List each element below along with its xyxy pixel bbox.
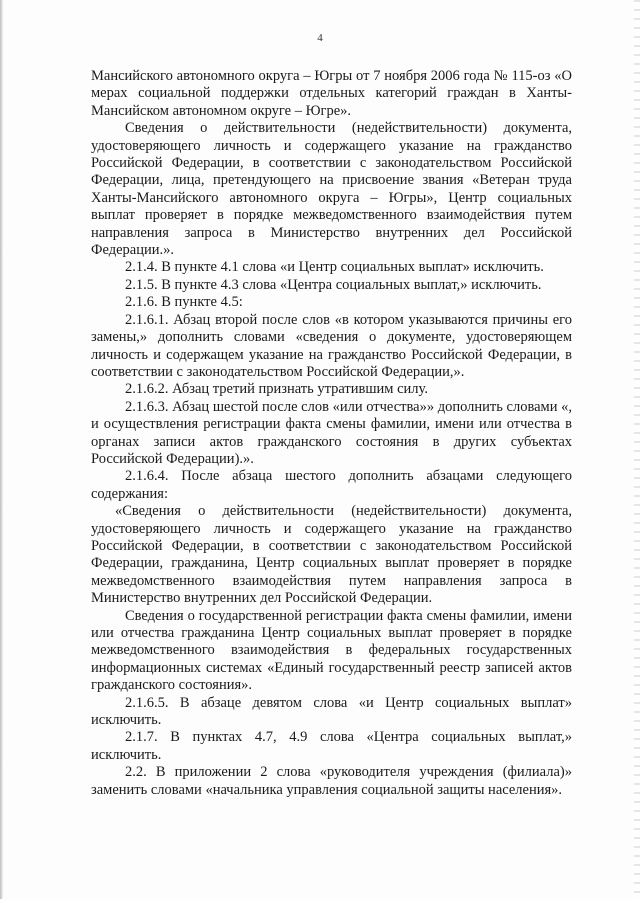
paragraph-2-1-7: 2.1.7. В пунктах 4.7, 4.9 слова «Центра социальных выплат,» исключить. xyxy=(91,729,572,763)
paragraph-2-1-6-3: 2.1.6.3. Абзац шестой после слов «или отчества»» дополнить словами «, и осуществления регистрации факта смены фамилии, имени или отчества в органах записи актов гражданского состояния в других субъектах Российской Федерации).». xyxy=(91,398,572,467)
paragraph-name-change-check: Сведения о государственной регистрации факта смены фамилии, имени или отчества гражданина Центр социальных выплат проверяет в порядке межведомственного взаимодействия в федеральных государственных информационных системах «Единый государственный реестр записей актов гражданского состояния». xyxy=(91,607,572,694)
paragraph-identity-check: Сведения о действительности (недействительности) документа, удостоверяющего личность и содержащего указание на гражданство Российской Федерации, в соответствии с законодательством Российской Федерации, лица, претендующего на присвоение звания «Ветеран труда Ханты-Мансийского автономного округа – Югры», Центр социальных выплат проверяет в порядке межведомственного взаимодействия путем направления запроса в Министерство внутренних дел Российской Федерации.». xyxy=(91,120,572,259)
scan-right-edge xyxy=(634,0,640,899)
page-number: 4 xyxy=(317,32,323,44)
paragraph-2-1-6-5: 2.1.6.5. В абзаце девятом слова «и Центр социальных выплат» исключить. xyxy=(91,694,572,729)
document-body xyxy=(91,68,572,799)
paragraph-2-1-4: 2.1.4. В пункте 4.1 слова «и Центр социальных выплат» исключить. xyxy=(125,259,544,276)
paragraph-2-1-6-2: 2.1.6.2. Абзац третий признать утратившим силу. xyxy=(125,381,428,398)
paragraph-continuation: Мансийского автономного округа – Югры от 7 ноября 2006 года № 115-оз «О мерах социальной поддержки отдельных категорий граждан в Ханты-Мансийском автономном округе – Югре». xyxy=(91,68,572,119)
paragraph-2-2: 2.2. В приложении 2 слова «руководителя учреждения (филиала)» заменить словами «начальника управления социальной защиты населения». xyxy=(91,764,572,798)
paragraph-2-1-6: 2.1.6. В пункте 4.5: xyxy=(125,294,243,311)
paragraph-2-1-5: 2.1.5. В пункте 4.3 слова «Центра социальных выплат,» исключить. xyxy=(125,276,542,293)
paragraph-2-1-6-4: 2.1.6.4. После абзаца шестого дополнить абзацами следующего содержания: xyxy=(91,468,572,502)
paragraph-2-1-6-1: 2.1.6.1. Абзац второй после слов «в котором указываются причины его замены,» дополнить словами «сведения о документе, удостоверяющем личность и содержащем указание на гражданство Российской Федерации, в соответствии с законодательством Российской Федерации,». xyxy=(91,311,572,380)
scan-left-edge xyxy=(0,0,3,899)
paragraph-quoted-identity-check: «Сведения о действительности (недействительности) документа, удостоверяющего личность и содержащего указание на гражданство Российской Федерации, в соответствии с законодательством Российской Федерации, гражданина, Центр социальных выплат проверяет в порядке межведомственного взаимодействия путем направления запроса в Министерство внутренних дел Российской Федерации. xyxy=(91,503,572,607)
